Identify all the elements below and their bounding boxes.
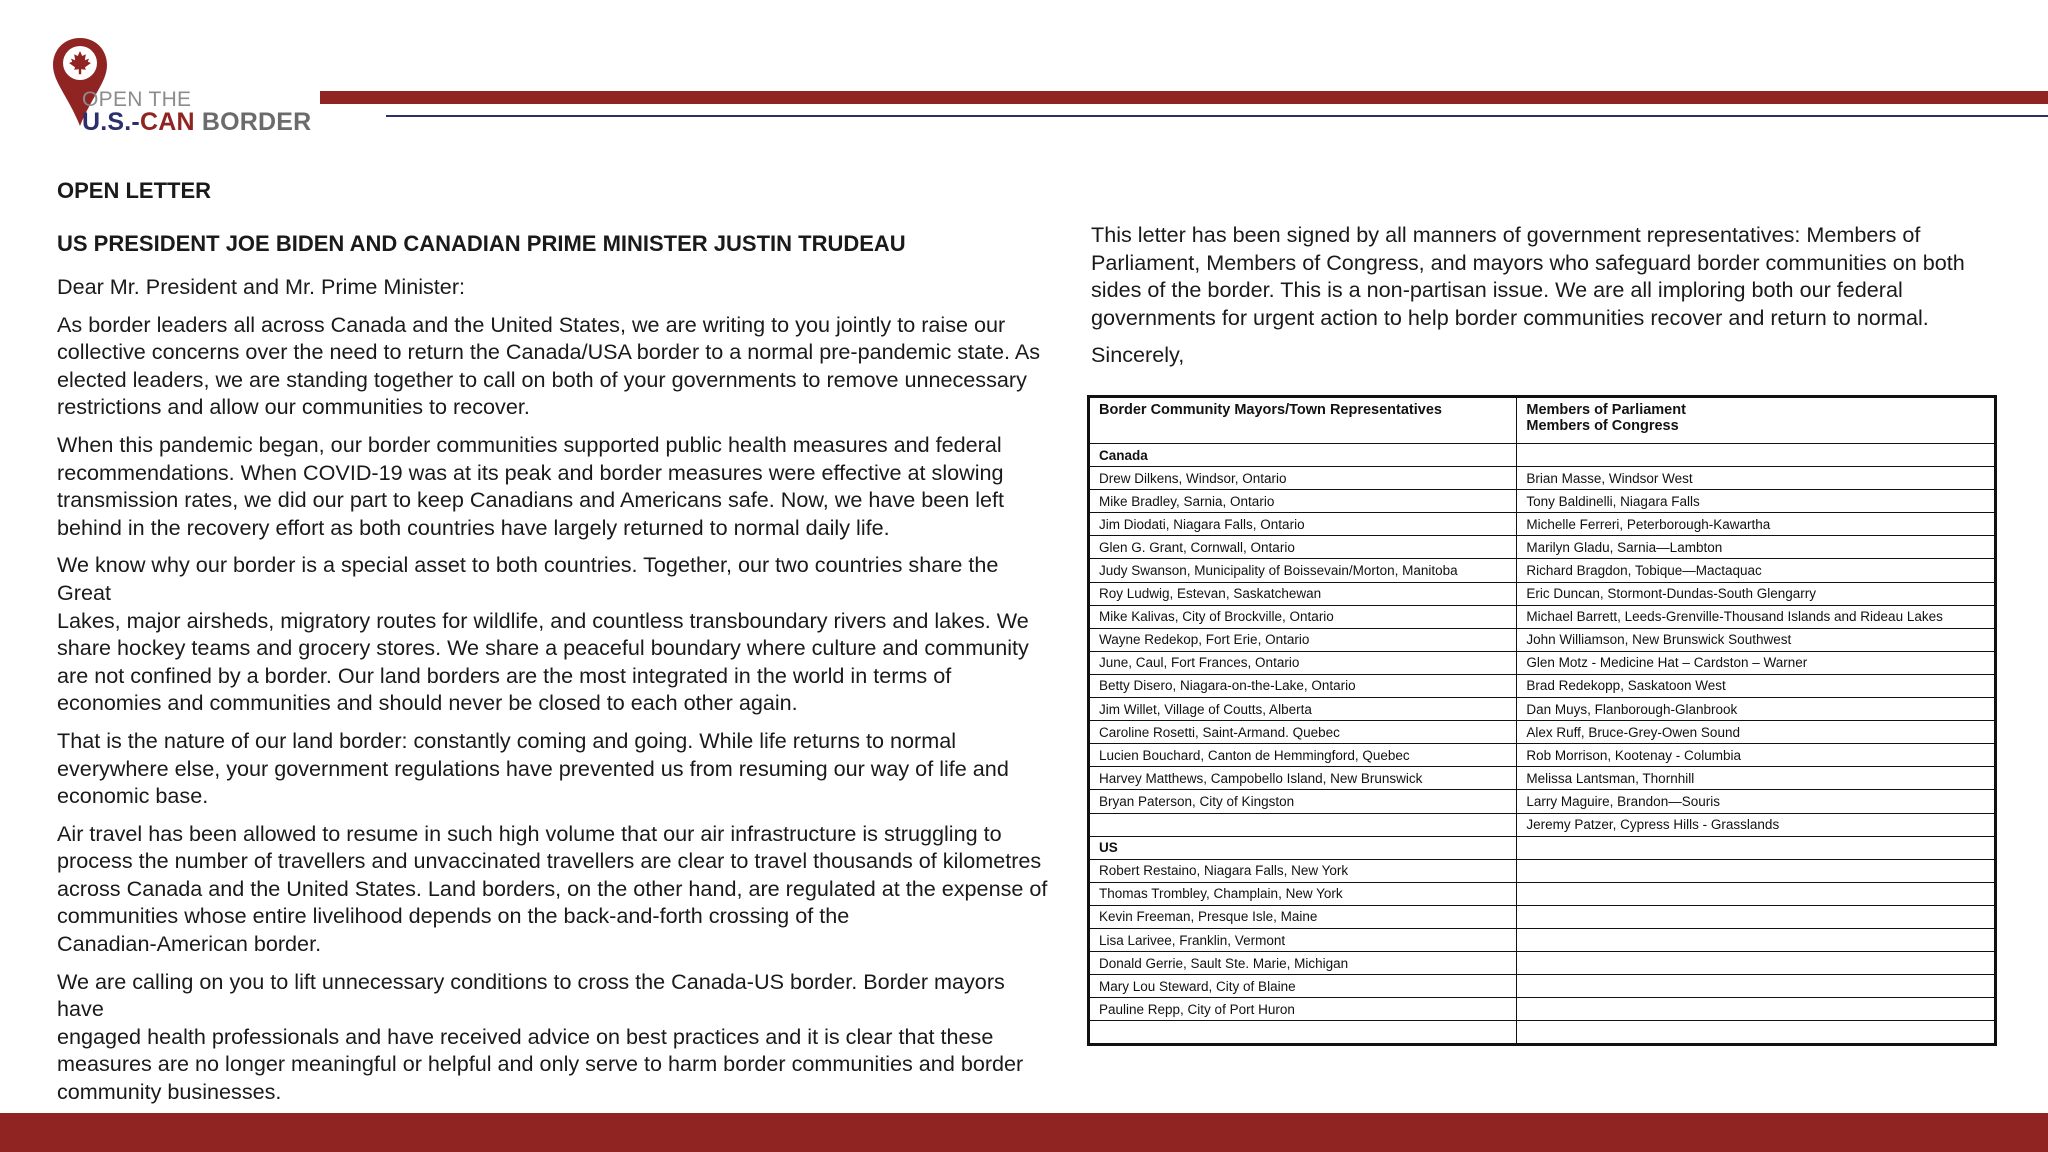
table-row: [1089, 744, 1996, 767]
mayor-cell: Canada: [1089, 444, 1517, 467]
table-row: [1089, 767, 1996, 790]
letter-paragraph: When this pandemic began, our border communities supported public health measures and federal recommendations. When COVID-19 was at its peak and border measures were effective at slowing transmission rates, we did our part to keep Canadians and Americans safe. Now, we have been left behind in the recovery effort as both countries have largely returned to normal daily life.: [57, 431, 1005, 540]
letter-paragraph: Air travel has been allowed to resume in such high volume that our air infrastructure is struggling to process the number of travellers and unvaccinated travellers are clear to travel thousands of kilometres across Canada and the United States. Land borders, on the other hand, are regulated at the expense of communities whose entire livelihood depends on the back-and-forth crossing of the Canadian-American border.: [57, 820, 1048, 957]
letter-salutation: Dear Mr. President and Mr. Prime Minister:: [57, 274, 466, 299]
letter-body-right: [1091, 221, 2011, 379]
legislator-cell: Eric Duncan, Stormont-Dundas-South Glengarry: [1517, 582, 1996, 605]
mayor-cell: US: [1089, 836, 1517, 859]
table-row: [1089, 605, 1996, 628]
mayor-cell: Bryan Paterson, City of Kingston: [1089, 790, 1517, 813]
mayor-cell: Lucien Bouchard, Canton de Hemmingford, Quebec: [1089, 744, 1517, 767]
legislator-cell: Jeremy Patzer, Cypress Hills - Grasslands: [1517, 813, 1996, 836]
table-row: [1089, 952, 1996, 975]
signatories-table: [1087, 395, 1997, 1046]
table-row: [1089, 674, 1996, 697]
legislator-cell: [1517, 905, 1996, 928]
mayor-cell: June, Caul, Fort Frances, Ontario: [1089, 651, 1517, 674]
letter-addressee: US PRESIDENT JOE BIDEN AND CANADIAN PRIME MINISTER JUSTIN TRUDEAU: [57, 231, 906, 256]
legislator-cell: [1517, 998, 1996, 1021]
mayor-cell: Wayne Redekop, Fort Erie, Ontario: [1089, 628, 1517, 651]
legislator-cell: Richard Bragdon, Tobique—Mactaquac: [1517, 559, 1996, 582]
mayor-cell: Kevin Freeman, Presque Isle, Maine: [1089, 905, 1517, 928]
table-row: [1089, 628, 1996, 651]
table-row: [1089, 998, 1996, 1021]
table-row: [1089, 582, 1996, 605]
letter-paragraph: We are calling on you to lift unnecessary conditions to cross the Canada-US border. Border mayors have engaged health professionals and have received advice on best practices and it is clear that these measures are no longer meaningful or helpful and only serve to harm border communities and border community businesses.: [57, 968, 1024, 1105]
mayor-cell: Betty Disero, Niagara-on-the-Lake, Ontario: [1089, 674, 1517, 697]
legislator-cell: [1517, 952, 1996, 975]
logo-text-border-word: BORDER: [194, 108, 312, 136]
table-section-row: [1089, 444, 1996, 467]
column-header-legislators: [1517, 397, 1996, 444]
legislator-cell: John Williamson, New Brunswick Southwest: [1517, 628, 1996, 651]
legislator-cell: Rob Morrison, Kootenay - Columbia: [1517, 744, 1996, 767]
legislator-cell: Melissa Lantsman, Thornhill: [1517, 767, 1996, 790]
mayor-cell: Harvey Matthews, Campobello Island, New Brunswick: [1089, 767, 1517, 790]
letter-body: [57, 178, 1057, 1116]
mayor-cell: Caroline Rosetti, Saint-Armand. Quebec: [1089, 721, 1517, 744]
mayor-cell: [1089, 1021, 1517, 1045]
mayor-cell: Mike Bradley, Sarnia, Ontario: [1089, 490, 1517, 513]
header-rule-navy: [386, 115, 2048, 117]
mayor-cell: Judy Swanson, Municipality of Boissevain/Morton, Manitoba: [1089, 559, 1517, 582]
legislator-cell: Brian Masse, Windsor West: [1517, 467, 1996, 490]
table-header-row: [1089, 397, 1996, 444]
table-row: [1089, 928, 1996, 951]
mayor-cell: Glen G. Grant, Cornwall, Ontario: [1089, 536, 1517, 559]
table-row: [1089, 1021, 1996, 1045]
table-row: [1089, 467, 1996, 490]
table-row: [1089, 790, 1996, 813]
legislator-cell: [1517, 444, 1996, 467]
legislator-cell: Dan Muys, Flanborough-Glanbrook: [1517, 698, 1996, 721]
legislator-cell: Glen Motz - Medicine Hat – Cardston – Warner: [1517, 651, 1996, 674]
signatories-table-body: [1089, 444, 1996, 1045]
logo-text-open-the: OPEN THE: [82, 88, 192, 111]
mayor-cell: Mary Lou Steward, City of Blaine: [1089, 975, 1517, 998]
table-row: [1089, 490, 1996, 513]
column-header-parliament: Members of Parliament: [1526, 402, 1686, 418]
table-row: [1089, 813, 1996, 836]
table-row: [1089, 513, 1996, 536]
table-row: [1089, 721, 1996, 744]
table-row: [1089, 975, 1996, 998]
legislator-cell: Tony Baldinelli, Niagara Falls: [1517, 490, 1996, 513]
table-row: [1089, 536, 1996, 559]
mayor-cell: Drew Dilkens, Windsor, Ontario: [1089, 467, 1517, 490]
table-row: [1089, 559, 1996, 582]
table-row: [1089, 698, 1996, 721]
legislator-cell: [1517, 836, 1996, 859]
mayor-cell: Donald Gerrie, Sault Ste. Marie, Michigan: [1089, 952, 1517, 975]
column-header-mayors: Border Community Mayors/Town Representatives: [1089, 397, 1517, 444]
letter-label: OPEN LETTER: [57, 178, 212, 203]
mayor-cell: Pauline Repp, City of Port Huron: [1089, 998, 1517, 1021]
footer-bar: [0, 1113, 2048, 1152]
legislator-cell: Larry Maguire, Brandon—Souris: [1517, 790, 1996, 813]
mayor-cell: [1089, 813, 1517, 836]
legislator-cell: Michael Barrett, Leeds-Grenville-Thousand Islands and Rideau Lakes: [1517, 605, 1996, 628]
legislator-cell: Michelle Ferreri, Peterborough-Kawartha: [1517, 513, 1996, 536]
mayor-cell: Jim Diodati, Niagara Falls, Ontario: [1089, 513, 1517, 536]
letter-paragraph: As border leaders all across Canada and the United States, we are writing to you jointly to raise our collective concerns over the need to return the Canada/USA border to a normal pre-pandemic state. As elected leaders, we are standing together to call on both of your governments to remove unnecessary restrictions and allow our communities to recover.: [57, 311, 1041, 420]
legislator-cell: [1517, 975, 1996, 998]
table-row: [1089, 859, 1996, 882]
letter-closing: Sincerely,: [1091, 342, 1185, 368]
legislator-cell: [1517, 882, 1996, 905]
letter-paragraph: That is the nature of our land border: constantly coming and going. While life returns to normal everywhere else, your government regulations have prevented us from resuming our way of life and economic base.: [57, 727, 1009, 809]
table-row: [1089, 905, 1996, 928]
legislator-cell: [1517, 859, 1996, 882]
legislator-cell: Brad Redekopp, Saskatoon West: [1517, 674, 1996, 697]
legislator-cell: Marilyn Gladu, Sarnia—Lambton: [1517, 536, 1996, 559]
letter-paragraph: We know why our border is a special asset to both countries. Together, our two countries share the Great Lakes, major airsheds, migratory routes for wildlife, and countless transboundary rivers and lakes. We share hockey teams and grocery stores. We share a peaceful boundary where culture and community are not confined by a border. Our land borders are the most integrated in the world in terms of economies and communities and should never be closed to each other again.: [57, 552, 1029, 716]
mayor-cell: Jim Willet, Village of Coutts, Alberta: [1089, 698, 1517, 721]
logo-text-us: U.S.-: [82, 108, 140, 136]
header-rule-red: [320, 91, 2048, 104]
mayor-cell: Lisa Larivee, Franklin, Vermont: [1089, 928, 1517, 951]
table-section-row: [1089, 836, 1996, 859]
mayor-cell: Robert Restaino, Niagara Falls, New York: [1089, 859, 1517, 882]
mayor-cell: Mike Kalivas, City of Brockville, Ontario: [1089, 605, 1517, 628]
table-row: [1089, 882, 1996, 905]
mayor-cell: Thomas Trombley, Champlain, New York: [1089, 882, 1517, 905]
legislator-cell: [1517, 1021, 1996, 1045]
logo-text-border: [82, 108, 311, 137]
table-row: [1089, 651, 1996, 674]
column-header-congress: Members of Congress: [1526, 418, 1679, 434]
legislator-cell: [1517, 928, 1996, 951]
signatories-note: This letter has been signed by all manners of government representatives: Members of Parliament, Members of Congress, and mayors who safeguard border communities on both sides of the border. This is a non-partisan issue. We are all imploring both our federal governments for urgent action to help border communities recover and return to normal.: [1091, 222, 1965, 330]
legislator-cell: Alex Ruff, Bruce-Grey-Owen Sound: [1517, 721, 1996, 744]
brand-logo: [50, 36, 310, 136]
mayor-cell: Roy Ludwig, Estevan, Saskatchewan: [1089, 582, 1517, 605]
logo-text-can: CAN: [139, 108, 195, 136]
